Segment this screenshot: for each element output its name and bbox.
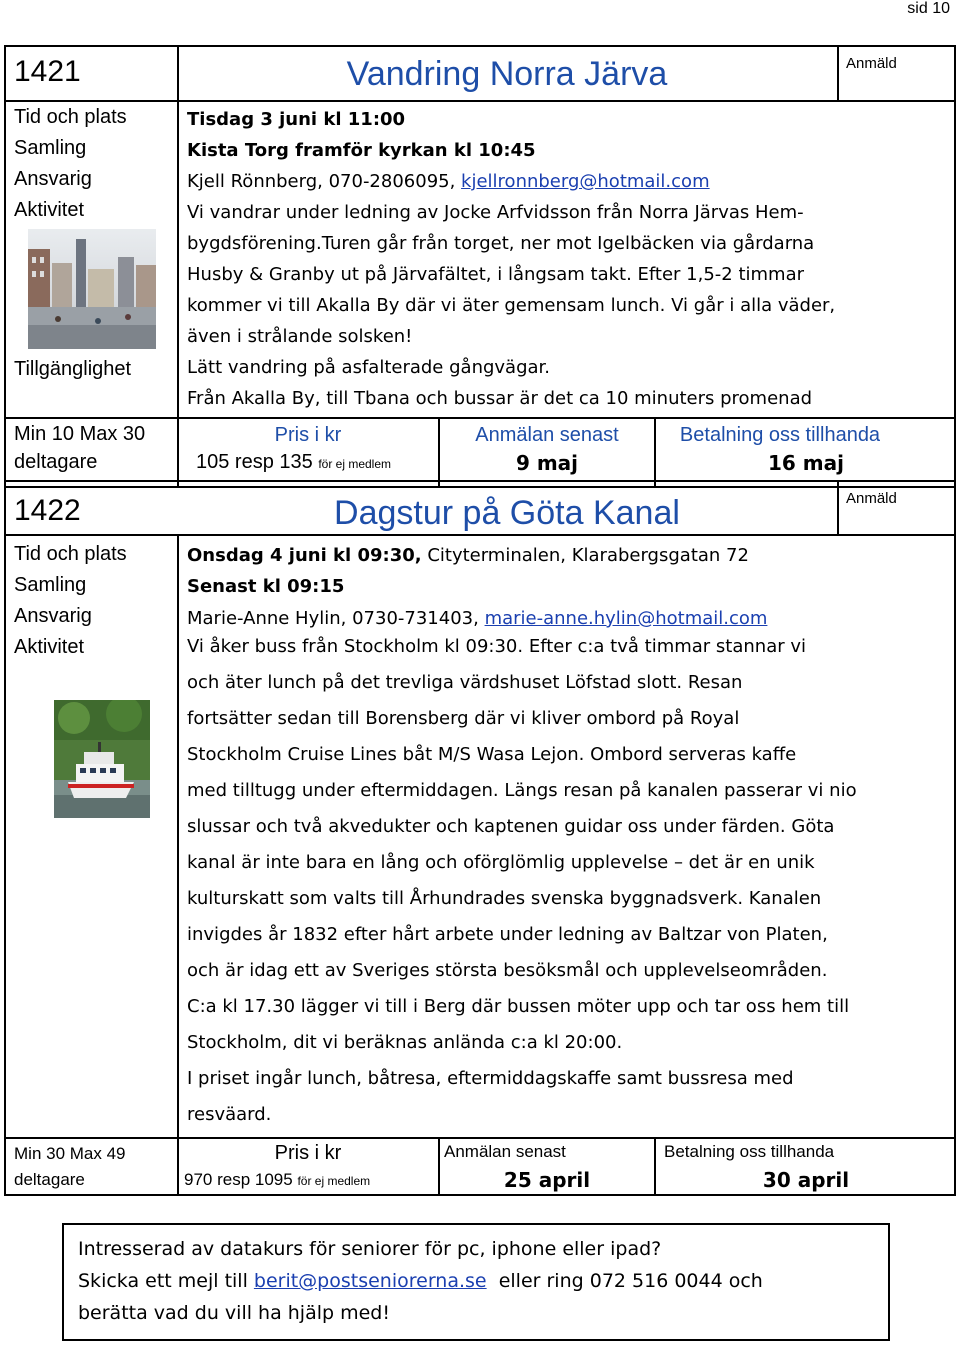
activity-line: kulturskatt som valts till Århundrades svenska byggnadsverk. Kanalen (187, 888, 822, 909)
label-responsible: Ansvarig (14, 168, 92, 190)
deadline-value: 9 maj (515, 451, 579, 475)
event-number: 1421 (14, 55, 81, 88)
payment-label: Betalning oss tillhanda (664, 1142, 835, 1161)
participants-range: Min 10 Max 30 (14, 423, 146, 445)
price-note: för ej medlem (297, 1174, 371, 1188)
activity-line: kommer vi till Akalla By där vi äter gemensam lunch. Vi går i alla väder, (187, 295, 836, 316)
accessibility-text: Från Akalla By, till Tbana och bussar är det ca 10 minuters promenad (187, 388, 813, 409)
status-badge: Anmäld (846, 490, 897, 507)
event-body (187, 104, 835, 414)
activity-line: invigdes år 1832 efter hårt arbete under ledning av Baltzar von Platen, (187, 924, 828, 945)
gathering: Kista Torg framför kyrkan kl 10:45 (187, 140, 536, 161)
deadline-value: 25 april (503, 1168, 591, 1192)
price-amount: 105 resp 135 (196, 451, 313, 473)
activity-line: slussar och två akvedukter och kaptenen guidar oss under färden. Göta (187, 816, 835, 837)
event-title: Vandring Norra Järva (346, 55, 668, 93)
activity-line: Husby & Granby ut på Järvafältet, i långsam takt. Efter 1,5-2 timmar (187, 264, 805, 285)
event-title: Dagstur på Göta Kanal (334, 494, 680, 532)
time-place: Tisdag 3 juni kl 11:00 (187, 109, 406, 130)
status-badge: Anmäld (846, 55, 897, 72)
activity-line: och äter lunch på det trevliga värdshuset Löfstad slott. Resan (187, 672, 743, 693)
activity-text (187, 629, 857, 1133)
deadline-label: Anmälan senast (475, 424, 619, 446)
price-amount: 970 resp 1095 (184, 1170, 293, 1189)
label-responsible: Ansvarig (14, 605, 92, 627)
event-1421 (4, 45, 956, 488)
activity-line: fortsätter sedan till Borensberg där vi kliver ombord på Royal (187, 708, 740, 729)
participants-range: Min 30 Max 49 (14, 1144, 126, 1163)
label-gathering: Samling (14, 137, 87, 159)
price-note: för ej medlem (318, 457, 392, 471)
place-text: Cityterminalen, Klarabergsgatan 72 (421, 545, 749, 566)
event-1422 (4, 480, 956, 1196)
price-value (184, 1170, 370, 1190)
gathering: Senast kl 09:15 (187, 576, 345, 597)
price-label: Pris i kr (274, 424, 342, 446)
footer-text: eller ring 072 516 0044 och (486, 1270, 763, 1292)
email-link[interactable]: marie-anne.hylin@hotmail.com (484, 608, 768, 629)
payment-value: 16 maj (768, 451, 844, 475)
activity-line: med tilltugg under eftermiddagen. Längs resan på kanalen passerar vi nio (187, 780, 857, 801)
footer-line: Intresserad av datakurs för seniorer för pc, iphone eller ipad? (78, 1238, 662, 1260)
event-number: 1422 (14, 494, 81, 527)
price-label: Pris i kr (274, 1142, 342, 1164)
activity-line: resväard. (187, 1104, 272, 1125)
activity-line: C:a kl 17.30 lägger vi till i Berg där bussen möter upp och tar oss hem till (187, 996, 850, 1017)
label-time-place: Tid och plats (14, 106, 127, 128)
email-link[interactable]: kjellronnberg@hotmail.com (461, 171, 710, 192)
event-photo-city-square (28, 229, 156, 349)
participants (14, 1141, 126, 1193)
event-photo-canal-boat (54, 700, 150, 818)
footer-line: berätta vad du vill ha hjälp med! (78, 1302, 390, 1324)
footer-text: Skicka ett mejl till (78, 1270, 254, 1292)
deadline-label: Anmälan senast (444, 1142, 566, 1161)
time-text: Onsdag 4 juni kl 09:30, (187, 545, 422, 566)
label-activity: Aktivitet (14, 199, 85, 221)
participants-unit: deltagare (14, 1170, 85, 1189)
footer-notice (62, 1223, 890, 1341)
label-activity: Aktivitet (14, 636, 85, 658)
accessibility-text: Lätt vandring på asfalterade gångvägar. (187, 357, 551, 378)
activity-line: och är idag ett av Sveriges största besöksmål och upplevelseområden. (187, 960, 828, 981)
label-accessibility: Tillgänglighet (14, 358, 132, 380)
activity-line: Stockholm, dit vi beräknas anlända c:a kl 20:00. (187, 1032, 623, 1053)
activity-line: kanal är inte bara en lång och oförglömlig upplevelse – det är en unik (187, 852, 815, 873)
activity-line: bygdsförening.Turen går från torget, ner mot Igelbäcken via gårdarna (187, 233, 815, 254)
time-place (187, 540, 749, 571)
page-number: sid 10 (907, 0, 950, 17)
responsible-text: Kjell Rönnberg, 070-2806095, (187, 171, 462, 192)
participants-unit: deltagare (14, 451, 98, 473)
responsible-text: Marie-Anne Hylin, 0730-731403, (187, 608, 485, 629)
payment-value: 30 april (762, 1168, 850, 1192)
label-time-place: Tid och plats (14, 543, 127, 565)
price-value (196, 451, 391, 474)
responsible (187, 166, 835, 197)
activity-line: I priset ingår lunch, båtresa, eftermiddagskaffe samt bussresa med (187, 1068, 794, 1089)
participants (14, 420, 145, 476)
activity-line: Vi vandrar under ledning av Jocke Arfvidsson från Norra Järvas Hem- (187, 202, 804, 223)
payment-label: Betalning oss tillhanda (679, 424, 881, 446)
activity-line: Stockholm Cruise Lines båt M/S Wasa Lejon. Ombord serveras kaffe (187, 744, 797, 765)
label-list (14, 102, 127, 226)
activity-line: även i strålande solsken! (187, 326, 413, 347)
label-gathering: Samling (14, 574, 87, 596)
footer-line (78, 1265, 874, 1297)
footer-email-link[interactable]: berit@postseniorerna.se (253, 1270, 487, 1292)
activity-line: Vi åker buss från Stockholm kl 09:30. Efter c:a två timmar stannar vi (187, 636, 807, 657)
label-list (14, 539, 127, 663)
